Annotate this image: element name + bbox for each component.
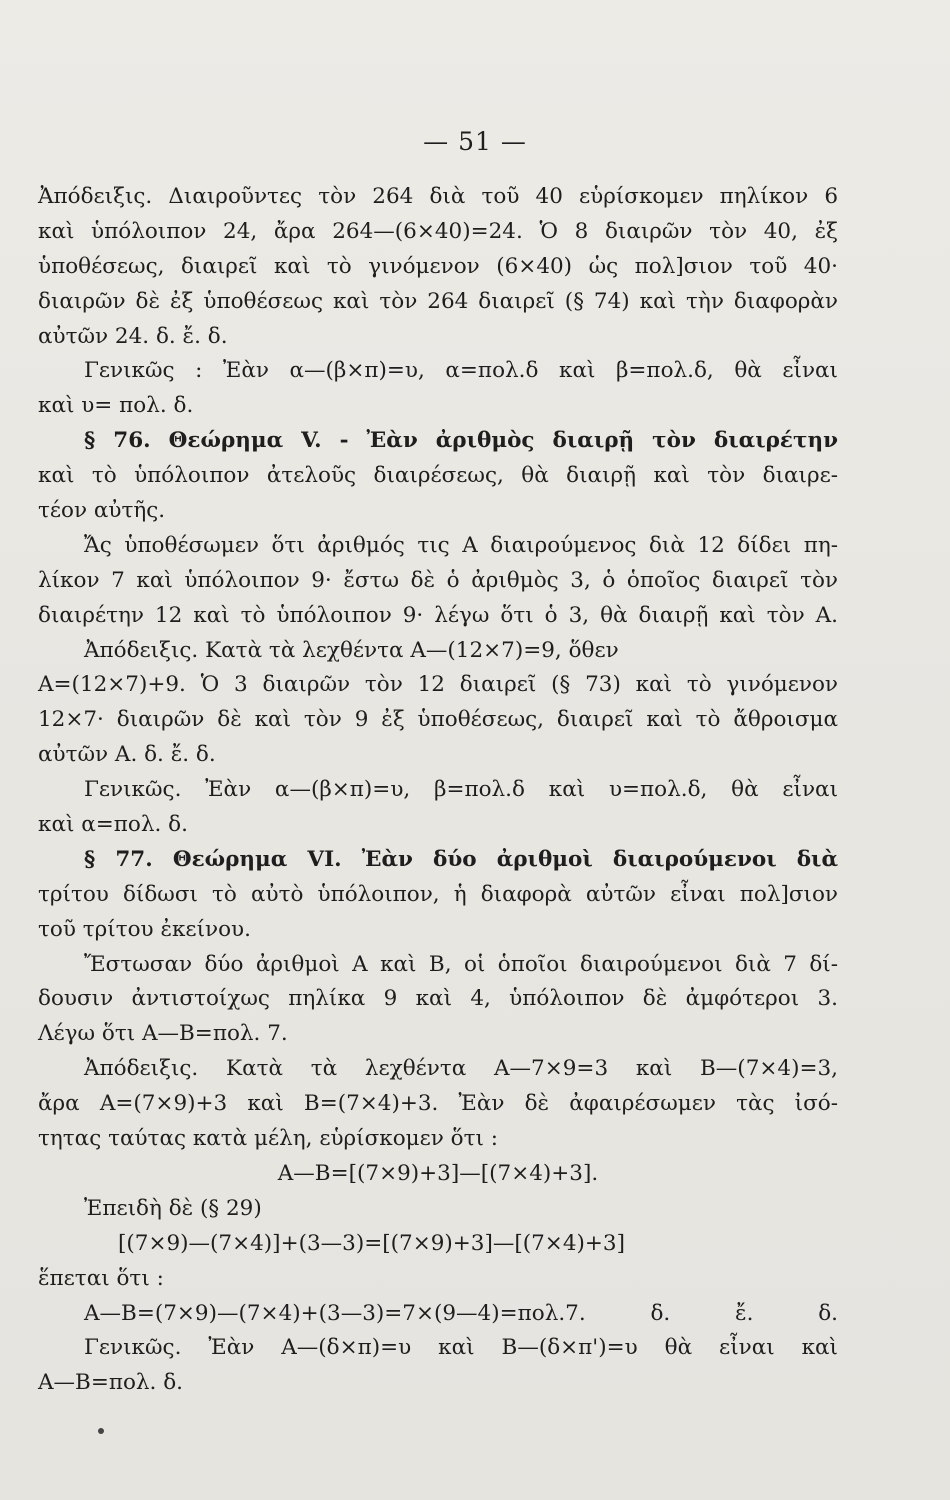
text-line: αὐτῶν Α. δ. ἔ. δ. <box>38 742 216 768</box>
text-line: τοῦ τρίτου ἐκείνου. <box>38 916 251 942</box>
text-line: ἕπεται ὅτι : <box>38 1265 164 1291</box>
text-line: διαιρῶν δὲ ἐξ ὑποθέσεως καὶ τὸν 264 διαιρεῖ (§ 74) καὶ τὴν διαφορὰν <box>38 288 838 314</box>
text-line: ὑποθέσεως, διαιρεῖ καὶ τὸ γινόμενον (6×40) ὡς πολ]σιον τοῦ 40· <box>38 253 838 279</box>
page-number: — 51 — <box>423 127 527 156</box>
text-line: Ἄς ὑποθέσωμεν ὅτι ἀριθμός τις Α διαιρούμενος διὰ 12 δίδει πη- <box>84 532 838 558</box>
text-line: τρίτου δίδωσι τὸ αὐτὸ ὑπόλοιπον, ἡ διαφορὰ αὐτῶν εἶναι πολ]σιον <box>38 881 838 907</box>
text-line: Γενικῶς. Ἐὰν Α—(δ×π)=υ καὶ Β—(δ×π')=υ θὰ εἶναι καὶ <box>84 1335 838 1361</box>
text-line: [(7×9)—(7×4)]+(3—3)=[(7×9)+3]—[(7×4)+3] <box>118 1230 625 1256</box>
text-line: Γενικῶς. Ἐὰν α—(β×π)=υ, β=πολ.δ καὶ υ=πολ.δ, θὰ εἶναι <box>84 777 838 803</box>
text-line: Α—Β=πολ. δ. <box>38 1370 183 1396</box>
text-line: Λέγω ὅτι Α—Β=πολ. 7. <box>38 1021 288 1047</box>
ink-dot <box>98 1428 104 1434</box>
text-line: τητας ταύτας κατὰ μέλη, εὑρίσκομεν ὅτι : <box>38 1126 499 1152</box>
text-line: Α—Β=[(7×9)+3]—[(7×4)+3]. <box>277 1160 599 1186</box>
body-text <box>38 180 838 1401</box>
text-line: Ἀπόδειξις. Κατὰ τὰ λεχθέντα Α—7×9=3 καὶ Β—(7×4)=3, <box>84 1056 838 1082</box>
text-line: Α=(12×7)+9. Ὁ 3 διαιρῶν τὸν 12 διαιρεῖ (§ 73) καὶ τὸ γινόμενον <box>38 672 838 698</box>
theorem-heading-line: § 76. Θεώρημα V. - Ἐὰν ἀριθμὸς διαιρῇ τὸν διαιρέτην <box>84 428 838 454</box>
text-line: καὶ ὑπόλοιπον 24, ἄρα 264—(6×40)=24. Ὁ 8 διαιρῶν τὸν 40, ἐξ <box>38 218 838 244</box>
text-line: καὶ τὸ ὑπόλοιπον ἀτελοῦς διαιρέσεως, θὰ διαιρῇ καὶ τὸν διαιρε- <box>38 463 838 489</box>
text-line: Ἔστωσαν δύο ἀριθμοὶ Α καὶ Β, οἱ ὁποῖοι διαιρούμενοι διὰ 7 δί- <box>84 951 838 977</box>
text-line: αὐτῶν 24. δ. ἔ. δ. <box>38 323 228 349</box>
text-line: τέον αὐτῆς. <box>38 498 166 524</box>
text-line: δουσιν ἀντιστοίχως πηλίκα 9 καὶ 4, ὑπόλοιπον δὲ ἀμφότεροι 3. <box>38 986 838 1012</box>
text-line: 12×7· διαιρῶν δὲ καὶ τὸν 9 ἐξ ὑποθέσεως, διαιρεῖ καὶ τὸ ἄθροισμα <box>38 707 838 733</box>
text-line: λίκον 7 καὶ ὑπόλοιπον 9· ἔστω δὲ ὁ ἀριθμὸς 3, ὁ ὁποῖος διαιρεῖ τὸν <box>38 567 838 593</box>
text-line: Ἀπόδειξις. Κατὰ τὰ λεχθέντα Α—(12×7)=9, ὅθεν <box>84 637 619 663</box>
text-line: ἄρα Α=(7×9)+3 καὶ Β=(7×4)+3. Ἐὰν δὲ ἀφαιρέσωμεν τὰς ἰσό- <box>38 1091 838 1117</box>
text-line: Ἀπόδειξις. Διαιροῦντες τὸν 264 διὰ τοῦ 40 εὑρίσκομεν πηλίκον 6 <box>38 184 838 209</box>
text-line: Α—Β=(7×9)—(7×4)+(3—3)=7×(9—4)=πολ.7. δ. ἔ. δ. <box>84 1300 838 1326</box>
theorem-heading-line: § 77. Θεώρημα VI. Ἐὰν δύο ἀριθμοὶ διαιρούμενοι διὰ <box>84 846 838 872</box>
text-line: Ἐπειδὴ δὲ (§ 29) <box>84 1195 262 1221</box>
text-line: καὶ α=πολ. δ. <box>38 812 188 838</box>
text-line: Γενικῶς : Ἐὰν α—(β×π)=υ, α=πολ.δ καὶ β=πολ.δ, θὰ εἶναι <box>84 358 838 384</box>
text-line: καὶ υ= πολ. δ. <box>38 393 194 419</box>
text-line: διαιρέτην 12 καὶ τὸ ὑπόλοιπον 9· λέγω ὅτι ὁ 3, θὰ διαιρῇ καὶ τὸν Α. <box>38 602 838 628</box>
